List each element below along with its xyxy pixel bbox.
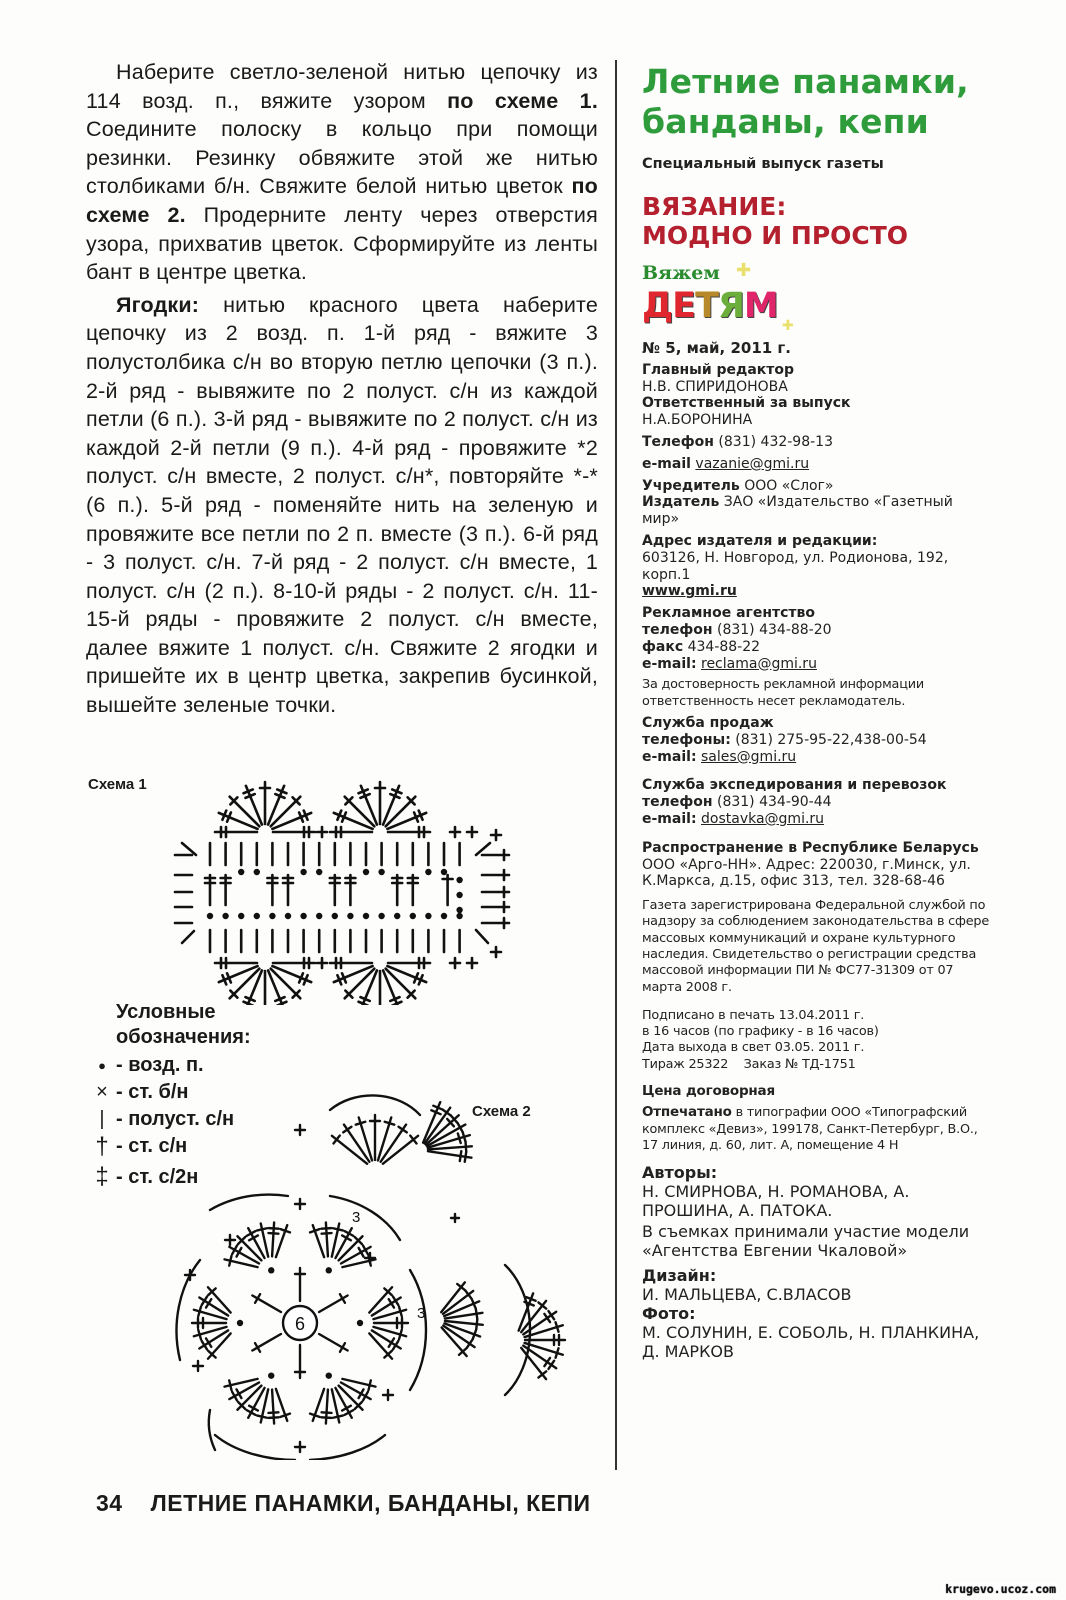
logo-letter: Д	[642, 286, 673, 326]
stitch-crossbar	[390, 794, 399, 798]
chain-stitch-mark	[237, 1320, 243, 1326]
stitch-crossbar	[556, 1322, 559, 1332]
stitch-crossbar	[360, 794, 369, 798]
ad-disclaimer: За достоверность рекламной информации ответственность несет рекламодатель.	[642, 677, 924, 709]
article-body	[86, 58, 598, 720]
legend-item: † - ст. с/н	[88, 1133, 251, 1160]
chain-stitch-mark	[285, 913, 291, 919]
stitch-crossbar	[321, 1228, 331, 1229]
stitch-crossbar	[304, 811, 308, 820]
issue-title-line-1: Летние панамки,	[642, 62, 969, 101]
ad-email-link[interactable]: reclama@gmi.ru	[701, 655, 817, 672]
arc-stroke	[215, 1435, 295, 1460]
chain-stitch-mark	[207, 913, 213, 919]
stitch-crossbar	[337, 975, 341, 984]
arc-stroke	[210, 1195, 288, 1210]
stitch-crossbar	[257, 1228, 267, 1230]
legend-item: | - полуст. с/н	[88, 1106, 251, 1133]
chain-stitch-mark	[378, 869, 384, 875]
print-details: Подписано в печать 13.04.2011 г. в 16 часов (по графику - в 16 часов) Дата выхода в свет 03.05. 2011 г. Тираж 25322 Заказ № ТД-1751	[642, 1007, 879, 1072]
stitch-crossbar	[390, 997, 399, 1001]
chain-stitch-mark	[357, 1320, 363, 1326]
chief-editor: Н.В. СПИРИДОНОВА	[642, 378, 788, 395]
stitch-crossbar	[268, 1412, 278, 1413]
stitch-crossbar	[556, 1348, 559, 1358]
chain-stitch-icon: ●	[98, 1058, 106, 1073]
legend-item: × - ст. б/н	[88, 1079, 251, 1106]
stitch-crossbar	[369, 1380, 371, 1390]
half-double-crochet-icon: |	[99, 1108, 105, 1130]
stitch-crossbar	[310, 1229, 319, 1232]
editor-email-link[interactable]: vazanie@gmi.ru	[695, 455, 810, 472]
logo-letter: М	[743, 286, 778, 326]
stitch-crossbar	[342, 973, 346, 982]
chain-stitch-mark	[300, 869, 306, 875]
issue-title-line-2: банданы, кепи	[642, 102, 929, 141]
publisher-address: 603126, Н. Новгород, ул. Родионова, 192, корп.1	[642, 549, 949, 583]
chain-stitch-mark	[238, 913, 244, 919]
logo-letter: Е	[672, 286, 696, 326]
chain-stitch-mark	[425, 869, 431, 875]
stitch-crossbar	[198, 1330, 201, 1340]
chain-stitch-mark	[268, 1267, 274, 1273]
stitch-crossbar	[227, 973, 231, 982]
berries-label: Ягодки:	[116, 292, 200, 317]
stitch-crossbar	[269, 1417, 279, 1418]
stitch-crossbar	[392, 789, 401, 793]
chain-stitch-mark	[222, 913, 228, 919]
scheme2-label: Схема 2	[472, 1103, 531, 1120]
chain-stitch-mark	[394, 913, 400, 919]
chain-stitch-mark	[254, 869, 260, 875]
stitch-crossbar	[333, 1416, 343, 1418]
scheme2-diagram	[170, 1090, 580, 1460]
chain-stitch-mark	[441, 869, 447, 875]
stitch-crossbar	[281, 1229, 290, 1232]
magic-ring-count: 6	[294, 1314, 306, 1334]
stitch-crossbar	[275, 997, 284, 1001]
stitch-crossbar	[229, 1380, 231, 1390]
arc-stroke	[209, 1410, 215, 1450]
vyazhem-detyam-logo: Вяжем ✚ ДЕТЯМ ✚	[642, 260, 794, 334]
chain-stitch-mark	[300, 913, 306, 919]
side-stroke	[182, 931, 194, 943]
stitch-crossbar	[222, 975, 226, 984]
masthead-column	[642, 62, 992, 1361]
stitch-crossbar	[385, 1122, 395, 1125]
arc-stroke	[505, 1265, 530, 1395]
chain-stitch-mark	[363, 913, 369, 919]
chain-stitch-mark	[425, 913, 431, 919]
page-number: 34	[96, 1490, 123, 1516]
design-credit: И. МАЛЬЦЕВА, С.ВЛАСОВ	[642, 1285, 852, 1305]
delivery-email-link[interactable]: dostavka@gmi.ru	[701, 810, 825, 827]
legend-item: ‡ - ст. с/2н	[88, 1160, 251, 1194]
side-stroke	[182, 843, 196, 855]
stitch-crossbar	[281, 1414, 290, 1417]
single-crochet-icon: ×	[96, 1081, 108, 1103]
issue-number: № 5, май, 2011 г.	[642, 339, 791, 357]
stitch-crossbar	[337, 811, 341, 820]
chain-stitch-mark	[316, 913, 322, 919]
stitch-crossbar	[526, 1297, 535, 1301]
stitch-crossbar	[268, 1233, 278, 1234]
stitch-crossbar	[304, 975, 308, 984]
imprint: № 5, май, 2011 г. Главный редактор Н.В. СПИРИДОНОВА Ответственный за выпуск Н.А.БОРОНИНА Телефон (831) 432-98-13 e-mail vazanie@gmi.ru Учредитель ООО «Слог» Издатель ЗАО «Издательство «Газетный мир» Адрес издателя и редакции: 603126, Н. Новгород, ул. Родионова, 192, корп.1 www.gmi.ru Рекламное агентство телефон (831) 434-88-20 факс 434-88-22 e-mail: reclama@gmi.ru За достоверность рекламной информации ответственность несет рекламодатель. Служба продаж телефоны: (831) 275-95-22,438-00-54 e-mail: sales@gmi.ru Служба экспедирования и перевозок телефон (831) 434-90-44 e-mail: dostavka@gmi.ru Распространение в Республике Беларусь ООО «Арго-НН». Адрес: 220030, г.Минск, ул. К.Маркса, д.15, офис 313, тел. 328-68-46 Газета зарегистрирована Федеральной службой по надзору за соблюдением законодательства в сфере массовых коммуникаций и охране культурного наследия. Свидетельство о регистрации средства массовой информации ПИ № ФС77-31309 от 07 марта 2008 г. Подписано в печать 13.04.2011 г. в 16 часов (по графику - в 16 часов) Дата выхода в свет 03.05. 2011 г. Тираж 25322 Заказ № ТД-1751 Цена договорная Отпечатано в типографии ООО «Типографский комплекс «Девиз», 199178, Санкт-Петербург, В.О., 17 линия, д. 60, лит. А, помещение 4 Н Авторы: Н. СМИРНОВА, Н. РОМАНОВА, А. ПРОШИНА, А. ПАТОКА. В съемках принимали участие модели «Агентства Евгении Чкаловой» Дизайн: И. МАЛЬЦЕВА, С.ВЛАСОВ Фото: М. СОЛУНИН, Е. СОБОЛЬ, Н. ПЛАНКИНА, Д. МАРКОВ	[642, 340, 992, 1361]
stitch-crossbar	[476, 1309, 477, 1319]
stitch-crossbar	[321, 1417, 331, 1418]
models-credit: В съемках принимали участие модели «Агентства Евгении Чкаловой»	[642, 1222, 970, 1261]
treble-crochet-icon: ‡	[95, 1163, 109, 1190]
chain-stitch-mark	[410, 913, 416, 919]
stitch-crossbar	[419, 811, 423, 820]
stitch-crossbar	[356, 1122, 366, 1125]
scheme1-reference: по схеме 1.	[447, 88, 599, 113]
stitch-crossbar	[299, 973, 303, 982]
stitch-crossbar	[222, 811, 226, 820]
star-icon: ✚	[736, 260, 752, 281]
chain-stitch-mark	[347, 913, 353, 919]
price: Цена договорная	[642, 1083, 775, 1100]
stitch-crossbar	[466, 1142, 467, 1152]
chain-stitch-mark	[238, 869, 244, 875]
logo-letter: Т	[695, 286, 718, 326]
stitch-crossbar	[460, 1151, 461, 1161]
page-footer	[96, 1490, 591, 1517]
belarus-distributor: ООО «Арго-НН». Адрес: 220030, г.Минск, ул. К.Маркса, д.15, офис 313, тел. 328-68-46	[642, 856, 971, 890]
stitch-crossbar	[275, 794, 284, 798]
stitch-crossbar	[333, 1228, 343, 1230]
legend-title-2: обозначения:	[116, 1026, 251, 1048]
paragraph-flower: Наберите светло-зеленой нитью цепочку из 114 возд. п., вяжите узором по схеме 1. Соедините полоску в кольцо при помощи резинки. Резинку обвяжите этой же нитью столбиками б/н. Свяжите белой нитью цветок по схеме 2. Продерните ленту через отверстия узора, прихватив цветок. Сформируйте из ленты бант в центре цветка.	[86, 60, 599, 285]
stitch-crossbar	[414, 812, 418, 821]
stitch-crossbar	[299, 812, 303, 821]
scheme2-reference: по схеме 2.	[86, 174, 598, 227]
stitch-crossbar	[229, 1256, 231, 1266]
article-column	[86, 58, 598, 720]
chain-stitch-mark	[332, 913, 338, 919]
stitch-crossbar	[245, 794, 254, 798]
star-icon: ✚	[782, 318, 794, 334]
chain-stitch-mark	[269, 913, 275, 919]
stitch-crossbar	[257, 1416, 267, 1418]
stitch-crossbar	[322, 1233, 332, 1234]
scheme1-diagram	[170, 775, 520, 1005]
chain-stitch-mark	[254, 913, 260, 919]
chain-stitch-mark	[456, 892, 462, 898]
stitch-crossbar	[359, 789, 368, 793]
legend-title-1: Условные	[116, 1001, 216, 1023]
column-divider	[615, 60, 617, 1470]
repeat-count-right: 3	[417, 1305, 426, 1322]
stitch-crossbar	[463, 1132, 466, 1142]
stitch-crossbar	[310, 1414, 319, 1417]
scheme1-label: Схема 1	[88, 776, 147, 793]
phone: (831) 432-98-13	[713, 433, 833, 450]
stitch-crossbar	[198, 1307, 201, 1317]
stitch-crossbar	[414, 973, 418, 982]
sales-email-link[interactable]: sales@gmi.ru	[701, 748, 797, 765]
newspaper-name: ВЯЗАНИЕ: МОДНО И ПРОСТО	[642, 192, 909, 250]
arc-stroke	[310, 1435, 385, 1460]
chain-stitch-mark	[268, 1372, 274, 1378]
authors: Н. СМИРНОВА, Н. РОМАНОВА, А. ПРОШИНА, А. ПАТОКА.	[642, 1182, 910, 1221]
chain-stitch-mark	[456, 907, 462, 913]
stitch-crossbar	[360, 997, 369, 1001]
arc-stroke	[330, 1196, 400, 1240]
logo-letter: Я	[717, 286, 744, 326]
arc-stroke	[410, 1270, 426, 1390]
chain-stitch-mark	[326, 1267, 332, 1273]
stitch-crossbar	[419, 975, 423, 984]
chain-stitch-mark	[326, 1372, 332, 1378]
paragraph-berries: Ягодки: нитью красного цвета наберите цепочку из 2 возд. п. 1-й ряд - вяжите 3 полустолбика с/н во вторую петлю цепочки (3 п.). 2-й ряд - вывяжите по 2 полуст. с/н из каждой петли (6 п.). 3-й ряд - вывяжите по 2 полуст. с/н из каждой 2-й петли (9 п.). 4-й ряд - провяжите *2 полуст. с/н вместе, 2 полуст. с/н*, повторяйте *-* (6 п.). 5-й ряд - поменяйте нить на зеленую и провяжите все петли по 2 п. вместе (3 п.). 6-й ряд - 3 полуст. с/н. 7-й ряд - 2 полуст. с/н вместе, 1 полуст. с/н (2 п.). 8-10-й ряды - 2 полуст. с/н. 11-15-й ряды - провяжите 2 полуст. с/н вместе, далее вяжите 1 полуст. с/н. Свяжите 2 ягодки и пришейте их в центр цветка, закрепив бусинкой, вышейте зеленые точки.	[86, 292, 598, 718]
arc-stroke	[330, 1095, 420, 1115]
chain-stitch-mark	[363, 869, 369, 875]
side-stroke	[476, 843, 490, 855]
stitch-crossbar	[244, 789, 253, 793]
stitch-crossbar	[458, 1133, 461, 1143]
double-crochet-icon: †	[95, 1132, 109, 1160]
stitch-crossbar	[342, 812, 346, 821]
stitch-crossbar	[277, 789, 286, 793]
stitch-crossbar	[465, 1152, 466, 1162]
responsible-editor: Н.А.БОРОНИНА	[642, 412, 753, 429]
chain-stitch-mark	[378, 913, 384, 919]
chain-stitch-mark	[316, 869, 322, 875]
stitch-crossbar	[227, 812, 231, 821]
chain-stitch-mark	[456, 913, 462, 919]
stitch-crossbar	[399, 1307, 402, 1317]
legend-item: ● - возд. п.	[88, 1052, 251, 1079]
registration-notice: Газета зарегистрирована Федеральной службой по надзору за соблюдением законодательства в сфере массовых коммуникаций и охране культурного наследия. Свидетельство о регистрации средства массовой информации ПИ № ФС77-31309 от 07 марта 2008 г.	[642, 898, 990, 995]
section-title: ЛЕТНИЕ ПАНАМКИ, БАНДАНЫ, КЕПИ	[150, 1490, 591, 1516]
chain-stitch-mark	[456, 877, 462, 883]
stitch-crossbar	[473, 1330, 476, 1339]
stitch-crossbar	[476, 1319, 477, 1329]
side-stroke	[476, 930, 488, 943]
special-issue-subtitle: Специальный выпуск газеты	[642, 156, 884, 172]
photo-credit: М. СОЛУНИН, Е. СОБОЛЬ, Н. ПЛАНКИНА, Д. МАРКОВ	[642, 1323, 980, 1362]
stitch-crossbar	[399, 1330, 402, 1340]
chain-stitch-mark	[441, 913, 447, 919]
website-link[interactable]: www.gmi.ru	[642, 583, 737, 600]
stitch-crossbar	[322, 1412, 332, 1413]
site-watermark: krugevo.ucoz.com	[945, 1582, 1056, 1596]
repeat-count-top: 3	[352, 1209, 361, 1226]
stitch-crossbar	[269, 1228, 279, 1229]
